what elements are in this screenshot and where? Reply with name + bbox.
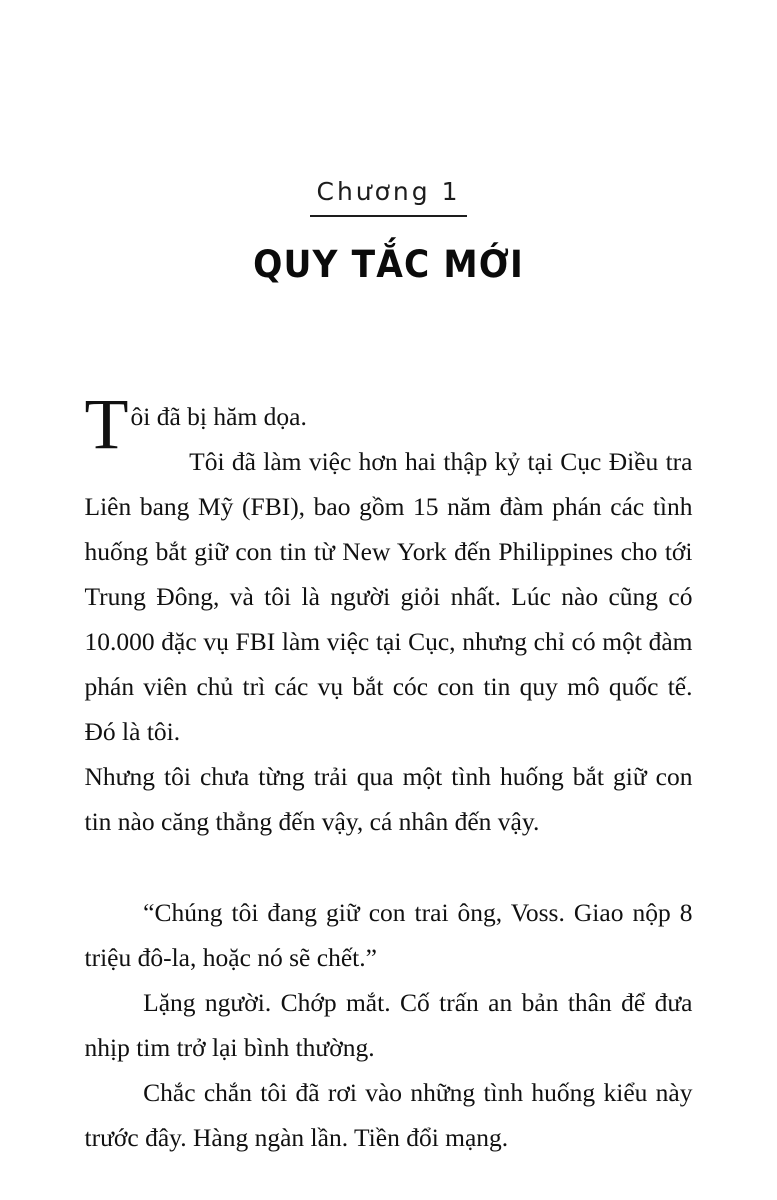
chapter-title: QUY TẮC MỚI bbox=[253, 242, 524, 286]
paragraph-1 bbox=[84, 383, 693, 754]
drop-cap: T bbox=[84, 383, 129, 464]
paragraph-1-first-sentence: ôi đã bị hăm dọa. bbox=[130, 401, 307, 431]
body-text bbox=[84, 383, 693, 1160]
chapter-label: Chương 1 bbox=[310, 178, 466, 217]
paragraph-3: “Chúng tôi đang giữ con trai ông, Voss. Giao nộp 8 triệu đô-la, hoặc nó sẽ chết.” bbox=[84, 897, 693, 972]
paragraph-2: Nhưng tôi chưa từng trải qua một tình huống bắt giữ con tin nào căng thẳng đến vậy, cá nhân đến vậy. bbox=[84, 761, 693, 836]
paragraph-5: Chắc chắn tôi đã rơi vào những tình huống kiểu này trước đây. Hàng ngàn lần. Tiền đổi mạng. bbox=[84, 1077, 693, 1152]
paragraph-4: Lặng người. Chớp mắt. Cố trấn an bản thân để đưa nhịp tim trở lại bình thường. bbox=[84, 987, 693, 1062]
chapter-heading bbox=[0, 178, 777, 286]
paragraph-1-body: Tôi đã làm việc hơn hai thập kỷ tại Cục Điều tra Liên bang Mỹ (FBI), bao gồm 15 năm đàm phán các tình huống bắt giữ con tin từ New York đến Philippines cho tới Trung Đông, và tôi là người giỏi nhất. Lúc nào cũng có 10.000 đặc vụ FBI làm việc tại Cục, nhưng chỉ có một đàm phán viên chủ trì các vụ bắt cóc con tin quy mô quốc tế. Đó là tôi. bbox=[84, 446, 693, 746]
